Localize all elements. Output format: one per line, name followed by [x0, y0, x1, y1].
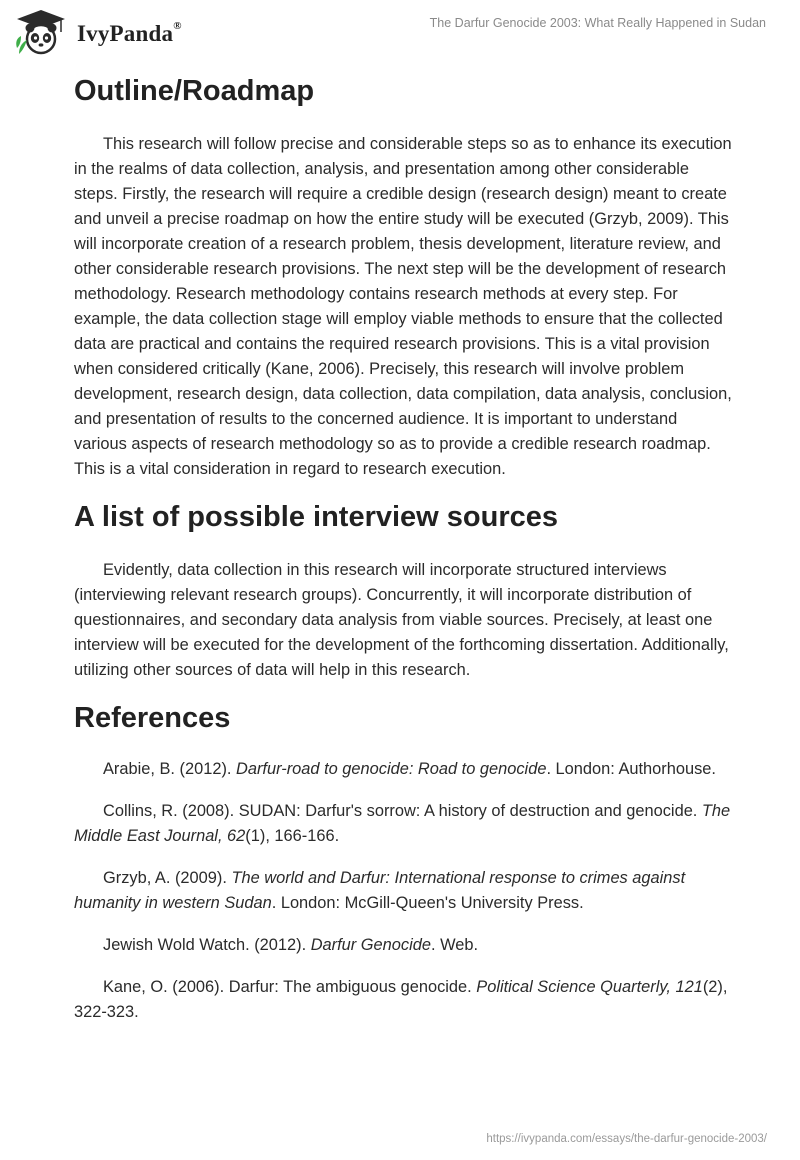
- reference-item: Kane, O. (2006). Darfur: The ambiguous genocide. Political Science Quarterly, 121(2), 322-323.: [74, 978, 728, 1021]
- registered-mark: ®: [173, 20, 182, 33]
- reference-item: Jewish Wold Watch. (2012). Darfur Genocide. Web.: [103, 936, 479, 954]
- interviews-paragraph: Evidently, data collection in this research will incorporate structured interviews (interviewing relevant research groups). Concurrently, it will incorporate distribution of questionnaires, and secondary data analysis from viable sources. Precisely, at least one interview will be executed for the development of the forthcoming dissertation. Additionally, utilizing other sources of data will help in this research.: [74, 561, 729, 679]
- references-heading: References: [74, 702, 231, 734]
- brand-text: IvyPanda: [77, 21, 174, 46]
- outline-paragraph: This research will follow precise and considerable steps so as to enhance its execution in the realms of data collection, analysis, and presentation among other considerable steps. Firstly, the research will require a credible design (research design) meant to create and unveil a precise roadmap on how the entire study will be executed (Grzyb, 2009). This will incorporate creation of a research problem, thesis development, literature review, and other considerable research provisions. The next step will be the development of research methodology. Research methodology contains research methods at every step. For example, the data collection stage will employ viable methods to ensure that the collected data are practical and contains the required research provisions. This is a vital provision when considered critically (Kane, 2006). Precisely, this research will involve problem development, research design, data collection, data compilation, data analysis, conclusion, and presentation of results to the concerned audience. It is important to understand various aspects of research methodology so as to provide a credible research roadmap. This is a vital consideration in regard to research execution.: [74, 135, 732, 478]
- reference-item: Grzyb, A. (2009). The world and Darfur: International response to crimes against humanity in western Sudan. London: McGill-Queen's University Press.: [74, 869, 686, 912]
- essay-content: [74, 70, 734, 1025]
- interviews-heading: A list of possible interview sources: [74, 501, 559, 533]
- page-header: [0, 0, 800, 70]
- brand-name[interactable]: [77, 21, 182, 47]
- document-title: The Darfur Genocide 2003: What Really Happened in Sudan: [429, 16, 766, 30]
- footer-url-link[interactable]: https://ivypanda.com/essays/the-darfur-genocide-2003/: [486, 1133, 767, 1145]
- reference-item: Arabie, B. (2012). Darfur-road to genocide: Road to genocide. London: Authorhouse.: [103, 760, 716, 778]
- ivypanda-logo-icon[interactable]: [13, 8, 69, 56]
- outline-heading: Outline/Roadmap: [74, 75, 315, 107]
- reference-item: Collins, R. (2008). SUDAN: Darfur's sorrow: A history of destruction and genocide. The Middle East Journal, 62(1), 166-166.: [74, 802, 731, 845]
